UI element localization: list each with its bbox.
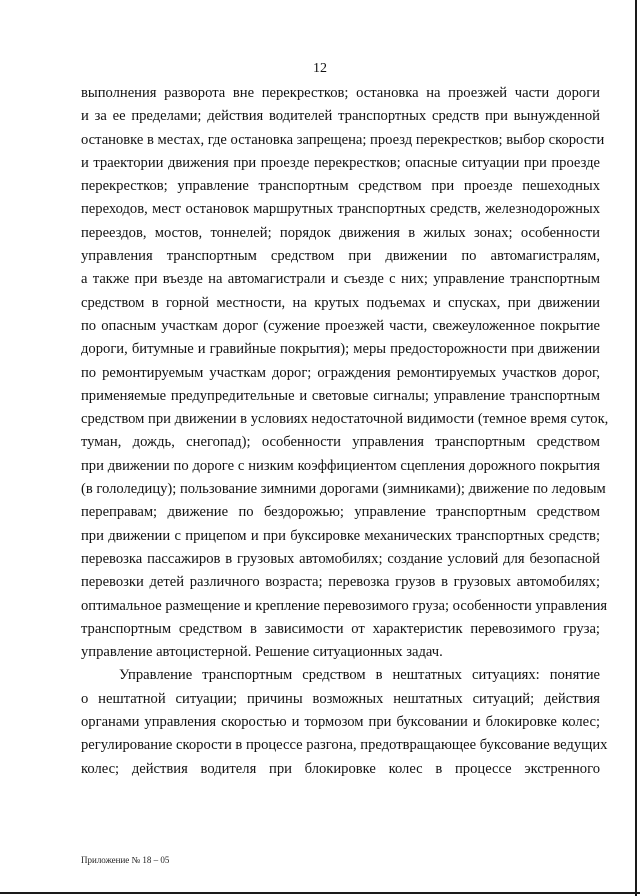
text-line: о нештатной ситуации; причины возможных нештатных ситуаций; действия [81, 690, 600, 707]
scan-edge-right [635, 0, 637, 896]
text-line: применяемые предупредительные и световые сигналы; управление транспортным [81, 387, 600, 404]
text-line: переездов, мостов, тоннелей; порядок движения в жилых зонах; особенности [81, 224, 600, 241]
text-line: средством в горной местности, на крутых подъемах и спусках, при движении [81, 294, 600, 311]
text-line: по ремонтируемым участкам дорог; ограждения ремонтируемых участков дорог, [81, 364, 600, 381]
text-line: перевозка пассажиров в грузовых автомобилях; создание условий для безопасной [81, 550, 600, 567]
text-line: перевозки детей различного возраста; перевозка грузов в грузовых автомобилях; [81, 574, 600, 591]
text-line: по опасным участкам дорог (сужение проезжей части, свежеуложенное покрытие [81, 317, 600, 334]
text-line: колес; действия водителя при блокировке колес в процессе экстренного [81, 760, 600, 777]
text-line: а также при въезде на автомагистрали и съезде с них; управление транспортным [81, 271, 600, 288]
text-line: выполнения разворота вне перекрестков; остановка на проезжей части дороги [81, 85, 600, 101]
body-text [81, 82, 609, 781]
paragraph-first-line: Управление транспортным средством в нештатных ситуациях: понятие [119, 667, 600, 684]
text-line: управление автоцистерной. Решение ситуационных задач. [81, 644, 443, 661]
text-line: при движении с прицепом и при буксировке механических транспортных средств; [81, 527, 600, 544]
text-line: переправам; движение по бездорожью; управление транспортным средством [81, 504, 600, 521]
text-line: органами управления скоростью и тормозом при буксовании и блокировке колес; [81, 714, 600, 731]
text-line: оптимальное размещение и крепление перевозимого груза; особенности управления [81, 597, 608, 614]
text-line: переходов, мест остановок маршрутных транспортных средств, железнодорожных [81, 201, 600, 218]
text-line: управления транспортным средством при движении по автомагистралям, [81, 248, 600, 265]
text-line: средством при движении в условиях недостаточной видимости (темное время суток, [81, 411, 609, 428]
scan-edge-bottom [0, 892, 640, 894]
text-line: остановке в местах, где остановка запрещена; проезд перекрестков; выбор скорости [81, 131, 605, 148]
footer-note: Приложение № 18 – 05 [81, 855, 170, 865]
text-line: регулирование скорости в процессе разгона, предотвращающее буксование ведущих [81, 737, 608, 754]
text-line: и за ее пределами; действия водителей транспортных средств при вынужденной [81, 108, 600, 125]
text-line: туман, дождь, снегопад); особенности управления транспортным средством [81, 434, 600, 451]
text-line: при движении по дороге с низким коэффициентом сцепления дорожного покрытия [81, 457, 600, 474]
text-line: и траектории движения при проезде перекрестков; опасные ситуации при проезде [81, 154, 600, 171]
page-number: 12 [313, 61, 327, 76]
text-line: перекрестков; управление транспортным средством при проезде пешеходных [81, 178, 600, 195]
text-line: дороги, битумные и гравийные покрытия); меры предосторожности при движении [81, 341, 600, 358]
text-line: транспортным средством в зависимости от характеристик перевозимого груза; [81, 620, 600, 637]
text-line: (в гололедицу); пользование зимними дорогами (зимниками); движение по ледовым [81, 481, 606, 498]
